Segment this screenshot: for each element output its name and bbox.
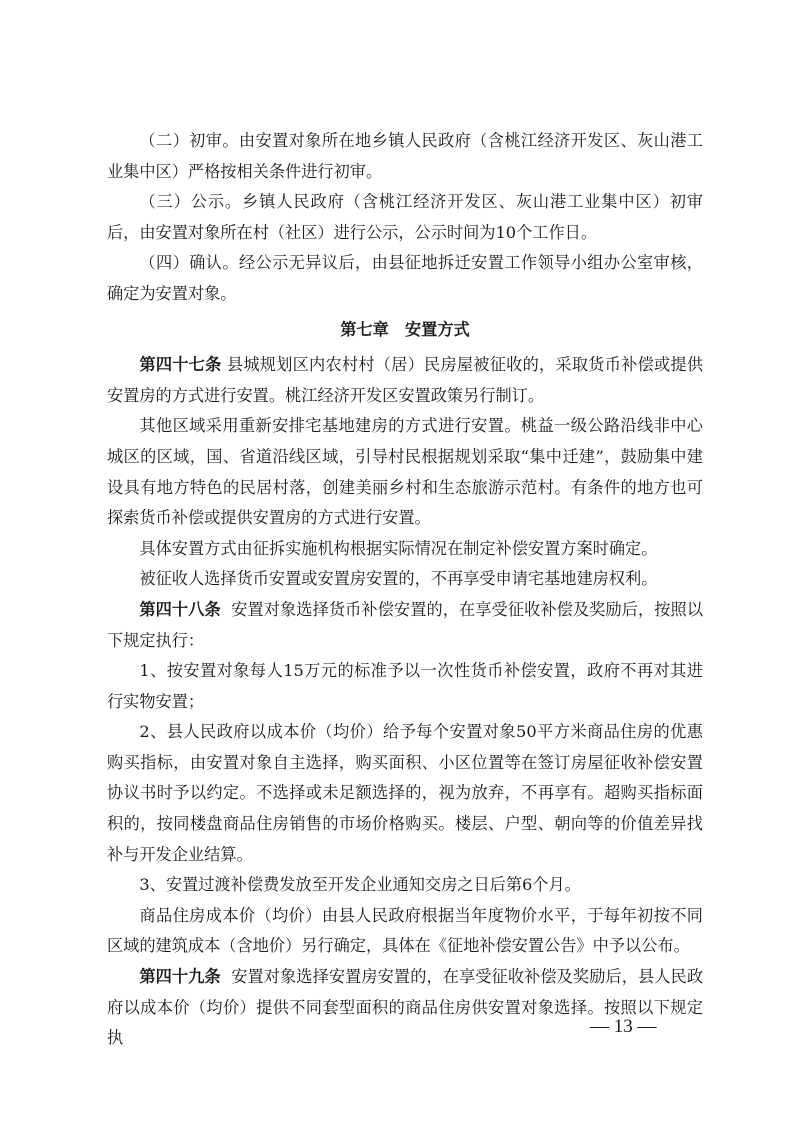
article-48 (107, 595, 703, 656)
article-47-text: 县城规划区内农村村（居）民房屋被征收的，采取货币补偿或提供安置房的方式进行安置。桃江经济开发区安置政策另行制订。 (107, 355, 704, 405)
article-49-label: 第四十九条 (139, 967, 221, 987)
article-49 (107, 962, 703, 1054)
article-47-label: 第四十七条 (139, 355, 222, 375)
paragraph-preliminary-review: （二）初审。由安置对象所在地乡镇人民政府（含桃江经济开发区、灰山港工业集中区）严格按相关条件进行初审。 (107, 131, 703, 181)
paragraph-cost-price: 商品住房成本价（均价）由县人民政府根据当年度物价水平，于每年初按不同区域的建筑成本（含地价）另行确定，具体在《征地补偿安置公告》中予以公布。 (107, 905, 703, 956)
article-47 (107, 350, 703, 411)
article-48-label: 第四十八条 (139, 599, 221, 619)
article-49-text: 安置对象选择安置房安置的，在享受征收补偿及奖励后，县人民政府以成本价（均价）提供不同套型面积的商品住房供安置对象选择。按照以下规定执 (107, 967, 704, 1048)
page-number: — 13 — (590, 1016, 657, 1037)
paragraph-specific-method: 具体安置方式由征拆实施机构根据实际情况在制定补偿安置方案时确定。 (139, 538, 658, 558)
paragraph-public-notice: （三）公示。乡镇人民政府（含桃江经济开发区、灰山港工业集中区）初审后，由安置对象所在村（社区）进行公示，公示时间为10个工作日。 (107, 192, 703, 242)
article-48-text: 安置对象选择货币补偿安置的，在享受征收补偿及奖励后，按照以下规定执行： (107, 599, 704, 650)
page-content (107, 126, 703, 1054)
chapter-heading: 第七章 安置方式 (340, 319, 470, 339)
article-48-item-1: 1、按安置对象每人15万元的标准予以一次性货币补偿安置，政府不再对其进行实物安置； (107, 661, 703, 711)
paragraph-confirmation: （四）确认。经公示无异议后，由县征地拆迁安置工作领导小组办公室审核，确定为安置对象。 (107, 253, 703, 303)
paragraph-other-areas: 其他区域采用重新安排宅基地建房的方式进行安置。桃益一级公路沿线非中心城区的区域，国、省道沿线区域，引导村民根据规划采取“集中迁建”，鼓励集中建设具有地方特色的民居村落，创建美丽乡村和生态旅游示范村。有条件的地方也可探索货币补偿或提供安置房的方式进行安置。 (107, 416, 703, 528)
article-48-item-2: 2、县人民政府以成本价（均价）给予每个安置对象50平方米商品住房的优惠购买指标，由安置对象自主选择，购买面积、小区位置等在签订房屋征收补偿安置协议书时予以约定。不选择或未足额选择的，视为放弃，不再享有。超购买指标面积的，按同楼盘商品住房销售的市场价格购买。楼层、户型、朝向等的价值差异找补与开发企业结算。 (107, 722, 703, 864)
article-48-item-3: 3、安置过渡补偿费发放至开发企业通知交房之日后第6个月。 (139, 875, 581, 895)
paragraph-no-homestead: 被征收人选择货币安置或安置房安置的，不再享受申请宅基地建房权利。 (139, 569, 658, 589)
